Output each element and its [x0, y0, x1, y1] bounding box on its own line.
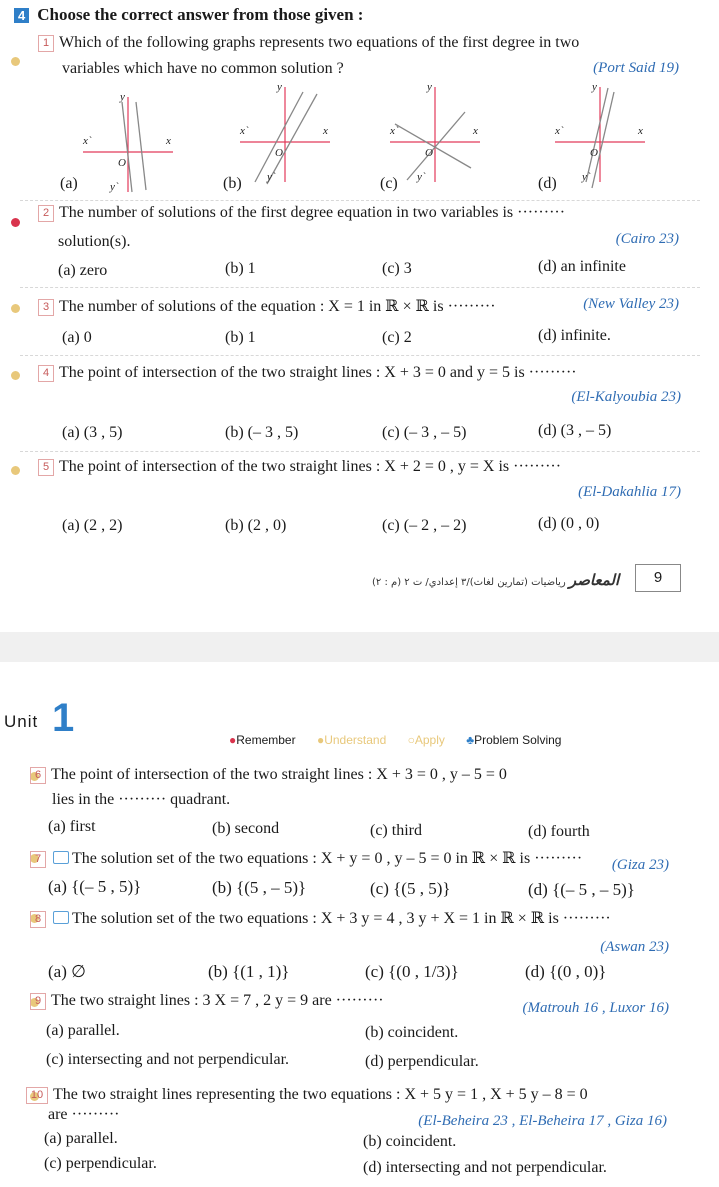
source: (New Valley 23) — [583, 296, 679, 312]
graph-d — [554, 82, 645, 188]
choice-d[interactable]: (d) an infinite — [538, 258, 626, 275]
question-number: 3 — [38, 299, 54, 316]
source: (El-Beheira 23 , El-Beheira 17 , Giza 16) — [418, 1113, 667, 1129]
section-header — [14, 5, 363, 25]
question-2: 2 The number of solutions of the first degree equation in two variables is ········· — [38, 204, 565, 222]
y-label: y — [592, 82, 597, 93]
graph-line — [255, 92, 303, 182]
question-number: 2 — [38, 205, 54, 222]
problem-solving-icon: ♣ — [466, 733, 475, 747]
graph-a — [82, 91, 173, 193]
section-title: Choose the correct answer from those given : — [37, 5, 364, 24]
choice-d[interactable]: (d) (0 , 0) — [538, 515, 600, 532]
choice-b[interactable]: (b) second — [212, 820, 280, 837]
choice-a[interactable]: (a) (3 , 5) — [62, 424, 123, 441]
question-number: 10 — [26, 1087, 48, 1104]
graph-c — [389, 82, 480, 183]
divider — [20, 287, 700, 288]
y-label: y — [120, 91, 125, 103]
question-number: 4 — [38, 365, 54, 382]
publisher-logo: المعاصر — [568, 571, 620, 589]
unit-label: Unit — [4, 712, 39, 731]
question-number: 6 — [30, 767, 46, 784]
question-4: 4 The point of intersection of the two straight lines : X + 3 = 0 and y = 5 is ········· — [38, 364, 577, 382]
choice-b[interactable]: (b) {(1 , 1)} — [208, 962, 290, 981]
choice-c[interactable]: (c) — [380, 175, 398, 192]
y-label: y — [277, 82, 282, 93]
book-icon — [53, 851, 69, 864]
choice-b[interactable]: (b) {(5 , – 5)} — [212, 878, 307, 897]
choice-d[interactable]: (d) perpendicular. — [365, 1053, 479, 1070]
question-10-line2: are ········· — [48, 1106, 120, 1123]
choice-c[interactable]: (c) {(5 , 5)} — [370, 879, 451, 898]
x-label: x — [638, 125, 643, 137]
level-dot — [11, 304, 20, 313]
y-prime-label: y` — [417, 171, 426, 183]
choice-a[interactable]: (a) — [60, 175, 78, 192]
choice-c[interactable]: (c) (– 2 , – 2) — [382, 517, 467, 534]
level-dot — [11, 371, 20, 380]
choice-a[interactable]: (a) parallel. — [44, 1130, 118, 1147]
source: (Cairo 23) — [615, 231, 679, 247]
source: (El-Dakahlia 17) — [578, 484, 681, 500]
choice-a[interactable]: (a) 0 — [62, 329, 92, 346]
choice-c[interactable]: (c) perpendicular. — [44, 1155, 157, 1172]
question-10: 10 The two straight lines representing the two equations : X + 5 y = 1 , X + 5 y – 8 = 0 — [26, 1086, 588, 1104]
choice-d[interactable]: (d) infinite. — [538, 327, 611, 344]
level-dot — [11, 57, 20, 66]
choice-a[interactable]: (a) {(– 5 , 5)} — [48, 877, 142, 896]
graph-b — [239, 82, 330, 184]
book-icon — [53, 911, 69, 924]
choice-d[interactable]: (d) — [538, 175, 557, 192]
question-2-line2: solution(s). — [58, 233, 131, 250]
question-number: 8 — [30, 911, 46, 928]
choice-c[interactable]: (c) 3 — [382, 260, 412, 277]
origin-label: O — [425, 147, 433, 159]
remember-dot-icon: ● — [229, 733, 237, 747]
choice-a[interactable]: (a) (2 , 2) — [62, 517, 123, 534]
choice-c[interactable]: (c) intersecting and not perpendicular. — [46, 1051, 290, 1068]
level-dot — [11, 466, 20, 475]
y-prime-label: y` — [110, 181, 119, 193]
level-dot — [11, 218, 20, 227]
page-10 — [0, 662, 719, 1187]
legend: ●Remember ●Understand ○Apply ♣Problem Solving — [229, 733, 562, 747]
question-3: 3 The number of solutions of the equation : X = 1 in ℝ × ℝ is ········· — [38, 296, 496, 316]
x-prime-label: x` — [555, 125, 564, 137]
choice-d[interactable]: (d) (3 , – 5) — [538, 422, 612, 439]
footer-text: المعاصر رياضيات (تمارين لغات)/٣ إعدادي/ ت ٢ (م : ٢) — [372, 571, 620, 589]
question-number: 7 — [30, 851, 46, 868]
source: (Matrouh 16 , Luxor 16) — [522, 1000, 669, 1016]
divider — [20, 451, 700, 452]
choice-d[interactable]: (d) fourth — [528, 823, 590, 840]
graph-line — [395, 124, 471, 168]
graph-line — [122, 102, 132, 192]
question-5: 5 The point of intersection of the two straight lines : X + 2 = 0 , y = X is ········· — [38, 458, 561, 476]
apply-ring-icon: ○ — [407, 733, 415, 747]
choice-b[interactable]: (b) (2 , 0) — [225, 517, 287, 534]
question-8: 8 The solution set of the two equations : X + 3 y = 4 , 3 y + X = 1 in ℝ × ℝ is ········· — [30, 908, 611, 928]
q1-graphs — [0, 82, 719, 197]
question-number: 1 — [38, 35, 54, 52]
origin-label: O — [590, 147, 598, 159]
origin-label: O — [275, 147, 283, 159]
choice-c[interactable]: (c) {(0 , 1/3)} — [365, 962, 459, 981]
x-label: x — [166, 135, 171, 147]
choice-a[interactable]: (a) zero — [58, 262, 108, 279]
choice-c[interactable]: (c) 2 — [382, 329, 412, 346]
question-6-line2: lies in the ········· quadrant. — [52, 791, 231, 808]
choice-b[interactable]: (b) — [223, 175, 242, 192]
origin-label: O — [118, 157, 126, 169]
y-label: y — [427, 82, 432, 93]
question-1-line2: variables which have no common solution ? — [62, 60, 344, 77]
choice-a[interactable]: (a) first — [48, 818, 96, 835]
page-number: 9 — [635, 564, 681, 592]
section-number: 4 — [14, 8, 29, 23]
choice-a[interactable]: (a) ∅ — [48, 962, 86, 981]
source: (Port Said 19) — [593, 60, 679, 76]
x-label: x — [473, 125, 478, 137]
question-6: 6 The point of intersection of the two straight lines : X + 3 = 0 , y – 5 = 0 — [30, 766, 507, 784]
understand-dot-icon: ● — [316, 733, 325, 747]
question-1: 1 Which of the following graphs represents two equations of the first degree in two — [38, 34, 579, 52]
question-9: 9 The two straight lines : 3 X = 7 , 2 y = 9 are ········· — [30, 992, 384, 1010]
choice-b[interactable]: (b) 1 — [225, 329, 256, 346]
graph-line — [407, 112, 465, 180]
graph-line — [136, 102, 146, 190]
y-prime-label: y` — [267, 171, 276, 183]
choice-d[interactable]: (d) {(0 , 0)} — [525, 962, 607, 981]
source: (Giza 23) — [611, 857, 669, 873]
page-gap — [0, 632, 719, 662]
unit-number: 1 — [52, 696, 75, 740]
source: (El-Kalyoubia 23) — [571, 389, 681, 405]
choice-c[interactable]: (c) (– 3 , – 5) — [382, 424, 467, 441]
x-prime-label: x` — [83, 135, 92, 147]
choice-b[interactable]: (b) coincident. — [365, 1024, 459, 1041]
divider — [20, 200, 700, 201]
choice-c[interactable]: (c) third — [370, 822, 422, 839]
question-number: 9 — [30, 993, 46, 1010]
x-prime-label: x` — [240, 125, 249, 137]
x-prime-label: x` — [390, 125, 399, 137]
y-prime-label: y` — [582, 171, 591, 183]
x-label: x — [323, 125, 328, 137]
choice-b[interactable]: (b) coincident. — [363, 1133, 457, 1150]
divider — [20, 355, 700, 356]
question-number: 5 — [38, 459, 54, 476]
choice-b[interactable]: (b) (– 3 , 5) — [225, 424, 299, 441]
choice-d[interactable]: (d) intersecting and not perpendicular. — [363, 1159, 607, 1176]
source: (Aswan 23) — [600, 939, 669, 955]
question-7: 7 The solution set of the two equations : X + y = 0 , y – 5 = 0 in ℝ × ℝ is ········· — [30, 848, 582, 868]
choice-b[interactable]: (b) 1 — [225, 260, 256, 277]
choice-d[interactable]: (d) {(– 5 , – 5)} — [528, 880, 635, 899]
choice-a[interactable]: (a) parallel. — [46, 1022, 120, 1039]
